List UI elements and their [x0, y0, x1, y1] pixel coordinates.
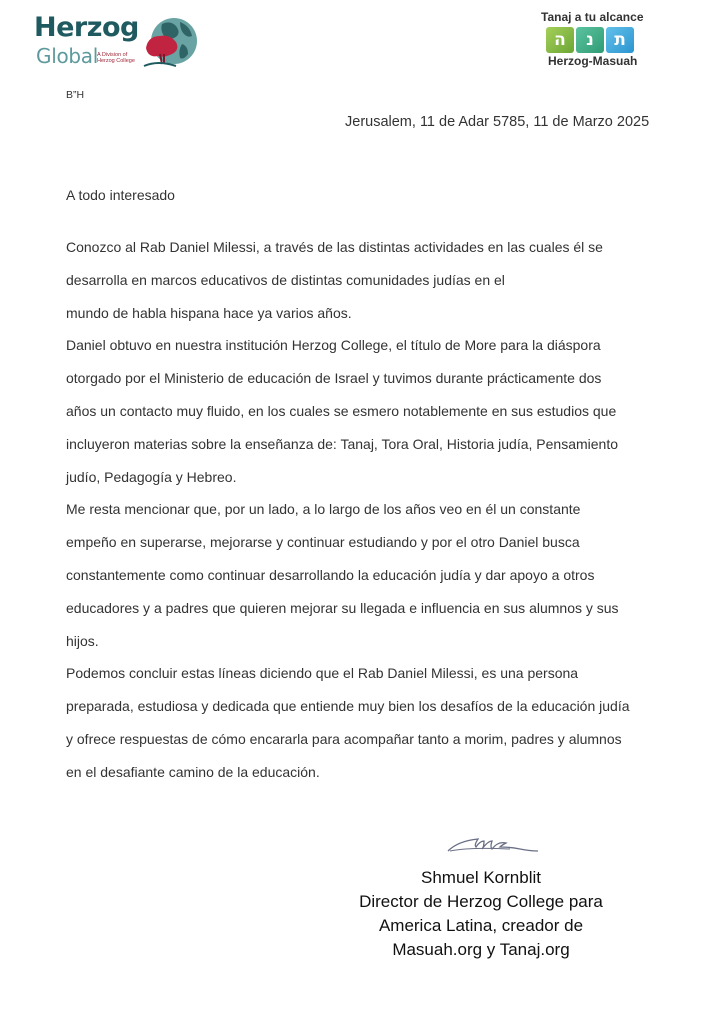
body-line: hijos.: [66, 632, 99, 649]
globe-tree-icon: [142, 16, 198, 70]
hebrew-letter-tile: ת: [606, 27, 634, 53]
body-line: constantemente como continuar desarrollando la educación judía y dar apoyo a otros: [66, 566, 595, 583]
body-line: Me resta mencionar que, por un lado, a lo largo de los años veo en él un constante: [66, 501, 581, 518]
body-line: educadores y a padres que quieren mejorar su llegada e influencia en sus alumnos y sus: [66, 599, 619, 616]
body-line: preparada, estudiosa y dedicada que entiende muy bien los desafíos de la educación judía: [66, 698, 630, 715]
body-line: y ofrece respuestas de cómo encararla para acompañar tanto a morim, padres y alumnos: [66, 730, 622, 747]
logo-tanaj-tagline: Tanaj a tu alcance: [541, 10, 644, 24]
body-line: judío, Pedagogía y Hebreo.: [66, 468, 237, 485]
body-line: Podemos concluir estas líneas diciendo que el Rab Daniel Milessi, es una persona: [66, 665, 579, 682]
signer-title-line: Masuah.org y Tanaj.org: [392, 940, 570, 959]
logo-division-text: [97, 52, 135, 64]
body-line: desarrolla en marcos educativos de distintas comunidades judías en el: [66, 271, 505, 288]
logo-tanaj-tiles: [546, 27, 634, 53]
signer-title-line: America Latina, creador de: [378, 916, 584, 935]
body-line: otorgado por el Ministerio de educación de Israel y tuvimos durante prácticamente dos: [66, 370, 602, 387]
logo-division-line2: Herzog College: [97, 58, 135, 64]
logo-division-line1: A Division of: [97, 52, 128, 58]
logo-herzog-word: Herzog: [34, 12, 139, 43]
signer-name: Shmuel Kornblit: [420, 868, 541, 887]
salutation: A todo interesado: [66, 187, 175, 203]
body-line: en el desafiante camino de la educación.: [66, 763, 320, 780]
hebrew-letter-tile: ה: [546, 27, 574, 53]
body-line: incluyeron materias sobre la enseñanza de: Tanaj, Tora Oral, Historia judía, Pensamiento: [66, 435, 619, 452]
hebrew-letter-tile: נ: [576, 27, 604, 53]
body-line: Conozco al Rab Daniel Milessi, a través de las distintas actividades en las cuales él se: [66, 239, 603, 255]
logo-herzog-masuah: Herzog-Masuah: [548, 54, 638, 68]
logo-global-word: Global: [36, 44, 98, 68]
herzog-global-logo: [34, 12, 199, 72]
body-line: mundo de habla hispana hace ya varios años.: [66, 304, 352, 321]
body-line: empeño en superarse, mejorarse y continuar estudiando y por el otro Daniel busca: [66, 534, 580, 551]
signer-title-line: Director de Herzog College para: [359, 892, 603, 911]
signature-block: [340, 866, 622, 962]
body-line: años un contacto muy fluido, en los cuales se esmero notablemente en sus estudios que: [66, 402, 617, 419]
date-line: Jerusalem, 11 de Adar 5785, 11 de Marzo 2025: [345, 114, 650, 130]
bh-heading: B”H: [66, 89, 85, 101]
letter-body: [66, 231, 666, 789]
handwritten-signature: [446, 833, 550, 857]
tanaj-masuah-logo: [536, 10, 648, 72]
body-line: Daniel obtuvo en nuestra institución Herzog College, el título de More para la diáspora: [66, 337, 601, 354]
